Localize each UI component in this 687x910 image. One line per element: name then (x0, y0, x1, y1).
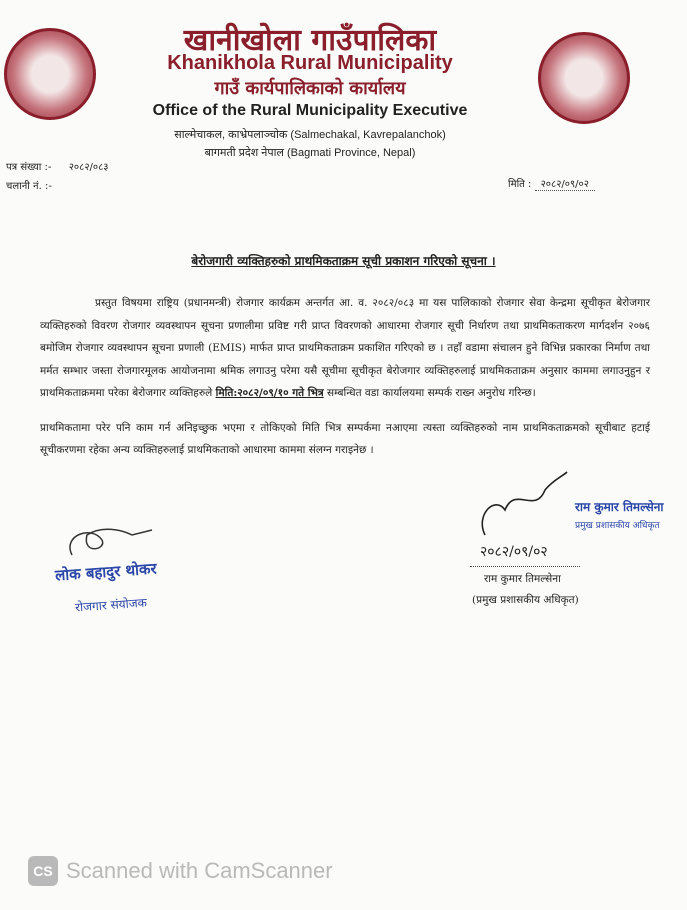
left-stamp-title: रोजगार संयोजक (74, 595, 148, 614)
camscanner-logo-icon: CS (28, 856, 58, 886)
office-name-np: गाउँ कार्यपालिकाको कार्यालय (214, 78, 406, 99)
camscanner-watermark (28, 856, 333, 886)
address-line-1: साल्मेचाकल, काभ्रेपलाञ्चोक (Salmechakal, Kavrepalanchok) (174, 129, 446, 141)
letter-number-label: पत्र संख्या :- (6, 162, 52, 173)
municipality-logo (538, 32, 630, 124)
body-paragraph-2: प्राथमिकतामा परेर पनि काम गर्न अनिइच्छुक भएमा र तोकिएको मिति भित्र सम्पर्कमा नआएमा त्यस्ता व्यक्तिहरुको नाम प्राथमिकताक्रमको सूचीबाट हटाई सूचीकरणमा रहेका अन्य व्यक्तिहरुलाई प्राथमिकताको आधारमा काममा संलग्न गराइनेछ । (40, 421, 650, 456)
signature-line (470, 566, 580, 567)
office-name-en: Office of the Rural Municipality Executive (152, 102, 468, 119)
letter-number (6, 159, 109, 173)
dispatch-number-label: चलानी नं. :- (6, 181, 52, 192)
date-value: २०८२/०९/०२ (535, 179, 595, 191)
letter-number-value: २०८२/०८३ (68, 162, 109, 173)
signature-section (40, 470, 664, 620)
para1-text: प्रस्तुत विषयमा राष्ट्रिय (प्रधानमन्त्री) रोजगार कार्यक्रम अन्तर्गत आ. व. २०८२/०८३ मा यस पालिकाको रोजगार सेवा केन्द्रमा सूचीकृत बेरोजगार व्यक्तिहरुको विवरण रोजगार व्यवस्थापन सूचना प्रणालीमा प्रविष्ट गरी प्राप्त विवरणको आधारमा रोजगार सूची निर्धारण तथा प्राथमिकताकरण मार्गदर्शन २०७६ बमोजिम रोजगार व्यवस्थापन सूचना प्रणाली (EMIS) मार्फत प्राप्त प्राथमिकताक्रम प्रकाशित गरिएको छ । तहाँ वडामा संचालन हुने विभिन्न प्रकारका निर्माण तथा मर्मत सम्भार जस्ता रोजगारमूलक आयोजनामा श्रमिक लगाउनु परेमा यसै सूचीमा सूचीकृत बेरोजगार व्यक्तिहरुलाई प्राथमिकताक्रम अनुसार काममा लगाउनुहुन र प्राथमिकताक्रममा परेका बेरोजगार व्यक्तिहरुले (40, 297, 650, 399)
para1-text-end: सम्बन्धित वडा कार्यालयमा सम्पर्क राख्न अनुरोध गरिन्छ। (323, 387, 536, 399)
right-signatory-name: राम कुमार तिमल्सेना (484, 572, 561, 585)
address-line-2: बागमती प्रदेश नेपाल (Bagmati Province, Nepal) (204, 147, 416, 159)
notice-content (40, 292, 664, 620)
municipality-name-en: Khanikhola Rural Municipality (167, 52, 453, 74)
nepal-emblem-logo (4, 28, 96, 120)
left-signature (62, 520, 162, 560)
body-paragraph-1 (40, 292, 650, 405)
subject-text: बेरोजगारी व्यक्तिहरुको प्राथमिकताक्रम सूची प्रकाशन गरिएको सूचना । (191, 254, 496, 268)
date (508, 176, 595, 190)
handwritten-date: २०८२/०९/०२ (480, 543, 548, 560)
right-stamp-title: प्रमुख प्रशासकीय अधिकृत (575, 520, 660, 531)
notice-subject (0, 252, 687, 269)
municipality-name-np: खानीखोला गाउँपालिका (183, 23, 437, 58)
right-signatory-title: (प्रमुख प्रशासकीय अधिकृत) (472, 593, 579, 606)
right-signature (475, 470, 570, 540)
left-stamp-name: लोक बहादुर थोकर (54, 558, 158, 585)
watermark-text: Scanned with CamScanner (66, 858, 333, 883)
right-stamp-name: राम कुमार तिमल्सेना (575, 499, 664, 514)
deadline-date: मिति:२०८२/०९/१० गते भित्र (215, 387, 324, 399)
date-label: मिति : (508, 179, 532, 190)
